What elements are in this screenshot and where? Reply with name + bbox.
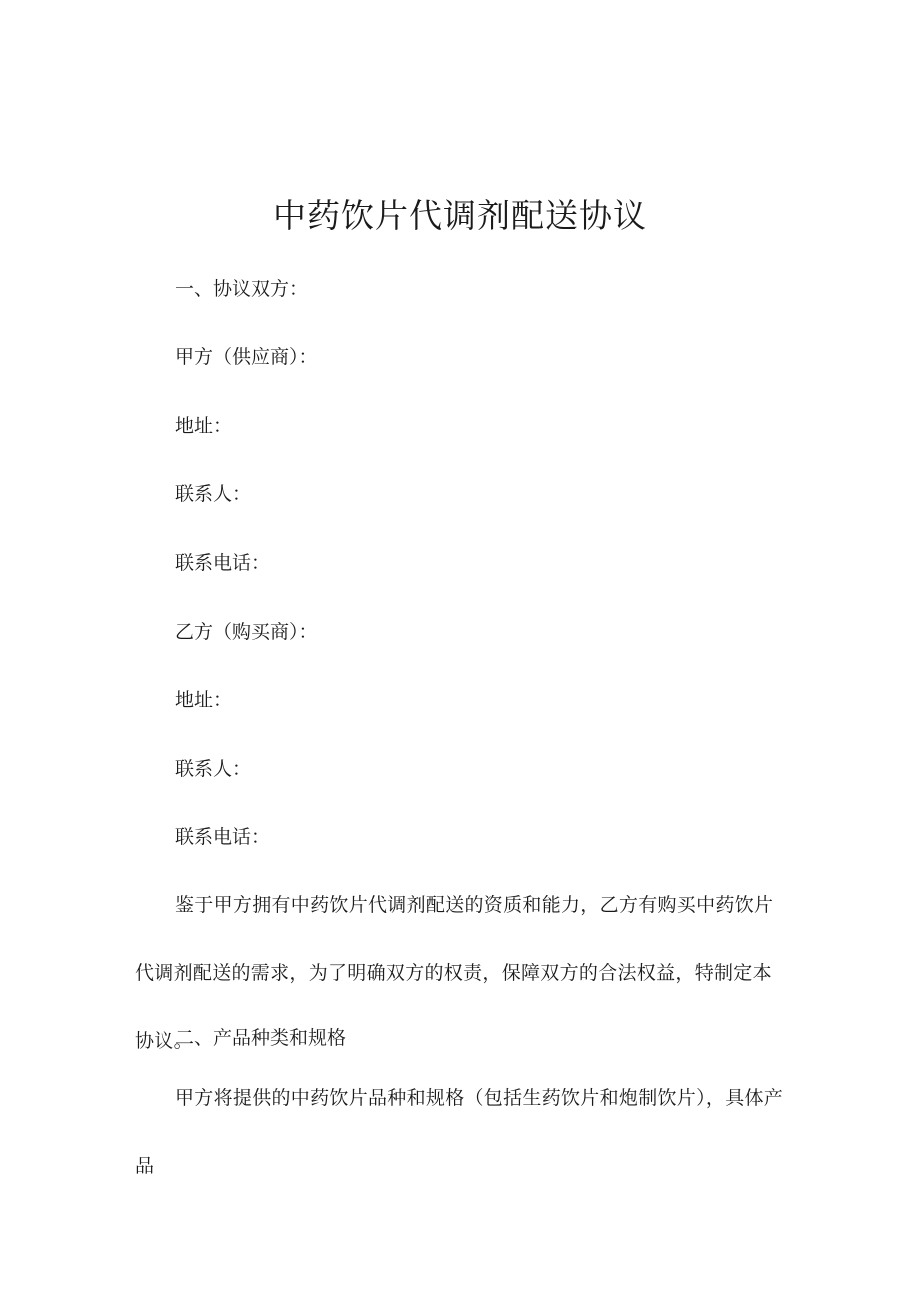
section-2-heading: 二、产品种类和规格 xyxy=(175,1027,347,1049)
party-b-address-label: 地址： xyxy=(175,689,233,711)
section-1-heading: 一、协议双方： xyxy=(175,278,309,300)
party-a-label: 甲方（供应商）： xyxy=(175,346,318,368)
document-title: 中药饮片代调剂配送协议 xyxy=(273,196,647,235)
party-b-label: 乙方（购买商）： xyxy=(175,621,318,643)
party-b-contact-label: 联系人： xyxy=(175,758,252,780)
party-a-address-label: 地址： xyxy=(175,415,233,437)
party-b-phone-label: 联系电话： xyxy=(175,826,271,848)
section-2-paragraph: 甲方将提供的中药饮片品种和规格（包括生药饮片和炮制饮片），具体产品 xyxy=(135,1087,784,1177)
preamble-paragraph: 鉴于甲方拥有中药饮片代调剂配送的资质和能力，乙方有购买中药饮片代调剂配送的需求，为了明确双方的权责，保障双方的合法权益，特制定本协议。 xyxy=(135,894,774,1052)
party-a-phone-label: 联系电话： xyxy=(175,552,271,574)
party-a-contact-label: 联系人： xyxy=(175,483,252,505)
